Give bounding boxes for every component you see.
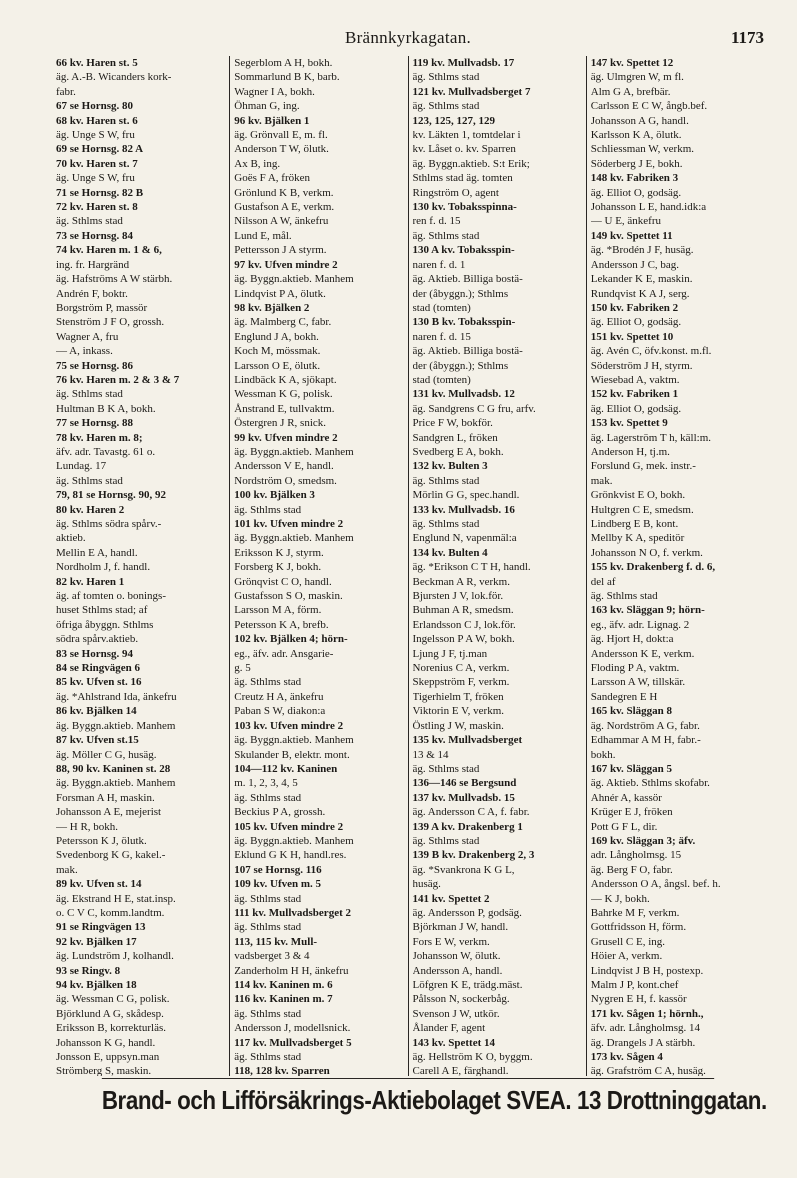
- directory-entry: äg. Byggn.aktieb. Manhem: [234, 273, 354, 286]
- directory-entry: Larsson A W, tillskär.: [590, 676, 686, 689]
- directory-entry: 153 kv. Spettet 9: [590, 417, 668, 430]
- directory-entry: 171 kv. Sågen 1; hörnh.,: [590, 1007, 704, 1020]
- directory-entry: Buhman A R, smedsm.: [412, 604, 514, 617]
- directory-entry: 109 kv. Ufven m. 5: [234, 878, 322, 891]
- directory-entry: 66 kv. Haren st. 5: [56, 57, 138, 69]
- directory-entry: 77 se Hornsg. 88: [56, 417, 133, 430]
- directory-entry: Nygren E H, f. kassör: [590, 993, 687, 1006]
- directory-entry: 74 kv. Haren m. 1 & 6,: [56, 244, 162, 257]
- directory-entry: 143 kv. Spettet 14: [412, 1036, 495, 1049]
- directory-entry: kv. Låset o. kv. Sparren: [412, 143, 516, 156]
- directory-entry: äg. Hafströms A W stärbh.: [56, 273, 173, 286]
- directory-entry: äg. Malmberg C, fabr.: [234, 316, 332, 329]
- directory-entry: 91 se Ringvägen 13: [56, 921, 146, 934]
- directory-entry: Andersson V E, handl.: [234, 460, 334, 473]
- directory-entry: 71 se Hornsg. 82 B: [56, 186, 144, 199]
- directory-entry: Andersson A, handl.: [412, 964, 503, 977]
- directory-entry: m. 1, 2, 3, 4, 5: [234, 777, 298, 790]
- directory-entry: 78 kv. Haren m. 8;: [56, 431, 143, 444]
- directory-entry: — K J, bokh.: [590, 892, 650, 905]
- directory-entry: 96 kv. Bjälken 1: [234, 114, 310, 127]
- directory-entry: 117 kv. Mullvadsberget 5: [234, 1036, 352, 1049]
- directory-entry: 13 & 14: [412, 748, 449, 761]
- directory-entry: äg. Sthlms stad: [412, 762, 480, 775]
- directory-entry: Johansson L E, hand.idk:a: [590, 201, 707, 214]
- directory-entry: äg. A.-B. Wicanders kork-: [56, 71, 172, 84]
- directory-entry: Mellin E A, handl.: [56, 546, 138, 559]
- directory-entry: Johansson A E, mejerist: [56, 806, 162, 819]
- directory-entry: Karlsson K A, ölutk.: [590, 129, 682, 142]
- directory-entry: äg. Sthlms stad: [234, 1007, 302, 1020]
- directory-entry: eg., äfv. adr. Lignag. 2: [590, 618, 690, 631]
- directory-entry: mak.: [56, 863, 78, 876]
- directory-entry: Skeppström F, verkm.: [412, 676, 510, 689]
- directory-entry: äg. Elliot O, godsäg.: [590, 316, 682, 329]
- directory-entry: Grönkvist E O, bokh.: [590, 489, 686, 502]
- directory-entry: öfriga åbyggn. Sthlms: [56, 618, 154, 631]
- directory-entry: äg. Lundström J, kolhandl.: [56, 950, 174, 963]
- directory-entry: äg. Byggn.aktieb. Manhem: [234, 445, 354, 458]
- directory-entry: Lekander K E, maskin.: [590, 273, 693, 286]
- directory-entry: Lundag. 17: [56, 460, 107, 473]
- directory-entry: 155 kv. Drakenberg f. d. 6,: [590, 561, 716, 574]
- directory-entry: 173 kv. Sågen 4: [590, 1051, 663, 1064]
- directory-entry: äg. Sandgrens C G fru, arfv.: [412, 402, 536, 415]
- directory-entry: Löfgren K E, trädg.mäst.: [412, 979, 523, 991]
- page-header: [52, 18, 764, 52]
- directory-entry: Sandgren L, fröken: [412, 431, 498, 444]
- directory-entry: aktieb.: [56, 532, 86, 545]
- directory-entry: Beckius P A, grossh.: [234, 806, 326, 819]
- directory-entry: 100 kv. Bjälken 3: [234, 489, 315, 502]
- directory-entry: äg. Möller C G, husäg.: [56, 748, 157, 761]
- directory-entry: 75 se Hornsg. 86: [56, 359, 133, 372]
- directory-entry: 94 kv. Bjälken 18: [56, 979, 137, 991]
- directory-entry: Grönqvist C O, handl.: [234, 575, 332, 588]
- directory-entry: äg. Ulmgren W, m fl.: [590, 71, 684, 84]
- directory-entry: 103 kv. Ufven mindre 2: [234, 719, 344, 732]
- directory-entry: 72 kv. Haren st. 8: [56, 201, 138, 214]
- directory-entry: äg. af tomten o. bonings-: [56, 590, 166, 603]
- directory-entry: Alm G A, brefbär.: [590, 85, 671, 98]
- directory-entry: Price F W, bokför.: [412, 417, 493, 430]
- directory-entry: Svenson J W, utkör.: [412, 1007, 500, 1020]
- directory-entry: Tigerhielm T, fröken: [412, 690, 504, 703]
- directory-entry: 114 kv. Kaninen m. 6: [234, 979, 333, 991]
- directory-entry: äg. Drangels J A stärbh.: [590, 1036, 696, 1049]
- directory-entry: 70 kv. Haren st. 7: [56, 157, 138, 170]
- directory-entry: Mellby K A, speditör: [590, 532, 685, 545]
- directory-entry: Nordholm J, f. handl.: [56, 561, 151, 574]
- directory-entry: 111 kv. Mullvadsberget 2: [234, 906, 351, 919]
- directory-entry: Nilsson A W, änkefru: [234, 215, 329, 228]
- directory-entry: äg. Nordström A G, fabr.: [590, 719, 700, 732]
- directory-entry: Strömberg S, maskin.: [56, 1065, 152, 1076]
- directory-entry: äg. Byggn.aktieb. Manhem: [56, 777, 176, 790]
- directory-entry: Creutz H A, änkefru: [234, 690, 324, 703]
- directory-entry: 98 kv. Bjälken 2: [234, 301, 310, 314]
- directory-entry: Carell A E, färghandl.: [412, 1065, 509, 1076]
- directory-entry: äg. Ekstrand H E, stat.insp.: [56, 892, 176, 905]
- directory-entry: äg. Sthlms stad: [412, 229, 480, 242]
- directory-entry: Bahrke M F, verkm.: [590, 906, 680, 919]
- directory-entry: äg. Byggn.aktieb. Manhem: [56, 719, 176, 732]
- directory-entry: Ringström O, agent: [412, 186, 499, 199]
- directory-entry: 135 kv. Mullvadsberget: [412, 734, 523, 747]
- directory-entry: äg. Unge S W, fru: [56, 129, 135, 142]
- directory-entry: äg. Sthlms stad: [234, 892, 302, 905]
- directory-entry: bokh.: [590, 748, 616, 761]
- directory-entry: 116 kv. Kaninen m. 7: [234, 993, 333, 1006]
- directory-entry: Ålander F, agent: [412, 1022, 486, 1035]
- directory-entry: 169 kv. Släggan 3; äfv.: [590, 834, 696, 847]
- directory-entry: äg. Grafström C A, husäg.: [590, 1065, 706, 1076]
- directory-entry: 113, 115 kv. Mull-: [234, 935, 318, 948]
- directory-entry: 137 kv. Mullvadsb. 15: [412, 791, 515, 804]
- directory-entry: Anderson H, tj.m.: [590, 445, 670, 458]
- directory-entry: äfv. adr. Tavastg. 61 o.: [56, 445, 156, 458]
- directory-page: [52, 18, 767, 1158]
- directory-entry: 107 se Hornsg. 116: [234, 863, 322, 876]
- directory-entry: 118, 128 kv. Sparren: [234, 1065, 330, 1076]
- directory-entry: 150 kv. Fabriken 2: [590, 301, 679, 314]
- directory-entry: Stenström J F O, grossh.: [56, 316, 165, 329]
- directory-entry: Zanderholm H H, änkefru: [234, 964, 349, 977]
- directory-entry: 88, 90 kv. Kaninen st. 28: [56, 762, 171, 775]
- directory-entry: 84 se Ringvägen 6: [56, 662, 141, 675]
- directory-entry: 136—146 se Bergsund: [412, 777, 517, 790]
- directory-entry: äg. Grönvall E, m. fl.: [234, 129, 328, 142]
- directory-entry: Eklund G K H, handl.res.: [234, 849, 347, 862]
- directory-entry: Gustafsson S O, maskin.: [234, 590, 343, 603]
- directory-entry: Krüger E J, fröken: [590, 806, 673, 819]
- directory-entry: 80 kv. Haren 2: [56, 503, 125, 516]
- directory-entry: 130 A kv. Tobaksspin-: [412, 244, 515, 257]
- directory-entry: Johansson K G, handl.: [56, 1036, 156, 1049]
- directory-entry: äg. Unge S W, fru: [56, 172, 135, 185]
- directory-entry: äg. Sthlms stad: [412, 834, 480, 847]
- directory-entry: äg. Sthlms stad: [56, 388, 123, 401]
- directory-entry: äg. *Erikson C T H, handl.: [412, 561, 531, 574]
- directory-entry: Johansson N O, f. verkm.: [590, 546, 703, 559]
- directory-entry: 97 kv. Ufven mindre 2: [234, 258, 338, 271]
- directory-entry: äg. Sthlms stad: [234, 791, 302, 804]
- directory-entry: Ax B, ing.: [234, 157, 281, 170]
- directory-entry: adr. Långholmsg. 15: [590, 849, 682, 862]
- directory-entry: äg. Sthlms stad: [412, 100, 480, 113]
- directory-entry: Andersson J C, bag.: [590, 258, 680, 271]
- directory-entry: Lindbäck K A, sjökapt.: [234, 373, 337, 386]
- directory-entry: 130 kv. Tobaksspinna-: [412, 201, 517, 214]
- directory-entry: 131 kv. Mullvadsb. 12: [412, 388, 515, 401]
- column-1: [52, 56, 230, 1076]
- directory-entry: 73 se Hornsg. 84: [56, 229, 133, 242]
- directory-entry: Ahnér A, kassör: [590, 791, 662, 804]
- directory-entry: Öhman G, ing.: [234, 100, 300, 113]
- directory-entry: 123, 125, 127, 129: [412, 114, 495, 127]
- directory-entry: Viktorin E V, verkm.: [412, 705, 505, 718]
- directory-entry: g. 5: [234, 662, 251, 675]
- directory-entry: kv. Läkten 1, tomtdelar i: [412, 129, 521, 142]
- directory-entry: 139 B kv. Drakenberg 2, 3: [412, 849, 535, 862]
- directory-entry: äg. Sthlms stad: [590, 590, 658, 603]
- directory-entry: 82 kv. Haren 1: [56, 575, 125, 588]
- directory-entry: Malm J P, kont.chef: [590, 979, 679, 991]
- directory-entry: huset Sthlms stad; af: [56, 604, 148, 617]
- directory-entry: Eriksson K J, styrm.: [234, 546, 324, 559]
- directory-entry: 165 kv. Släggan 8: [590, 705, 673, 718]
- directory-entry: äg. Lagerström T h, käll:m.: [590, 431, 712, 444]
- directory-entry: äg. Hjort H, dokt:a: [590, 633, 674, 646]
- directory-entry: äg. Aktieb. Billiga bostä-: [412, 273, 523, 286]
- directory-entry: 130 B kv. Tobaksspin-: [412, 316, 516, 329]
- directory-entry: ing. fr. Hargränd: [56, 258, 130, 271]
- directory-entry: naren f. d. 15: [412, 330, 471, 343]
- directory-entry: Floding P A, vaktm.: [590, 662, 680, 675]
- directory-entry: Wessman K G, polisk.: [234, 388, 333, 401]
- directory-entry: äg. Berg F O, fabr.: [590, 863, 673, 876]
- directory-entry: der (åbyggn.); Sthlms: [412, 287, 509, 300]
- directory-entry: 93 se Ringv. 8: [56, 964, 121, 977]
- directory-entry: Andersson O A, ångsl. bef. h.: [590, 878, 721, 891]
- directory-entry: Wagner I A, bokh.: [234, 85, 315, 98]
- directory-entry: äg. Sthlms stad: [412, 518, 480, 530]
- directory-entry: Nordström O, smedsm.: [234, 474, 337, 487]
- directory-entry: 163 kv. Släggan 9; hörn-: [590, 604, 705, 617]
- column-4: [587, 56, 764, 1076]
- directory-entry: Petersson K A, brefb.: [234, 618, 329, 631]
- directory-entry: Anderson T W, ölutk.: [234, 143, 329, 156]
- directory-entry: Hultman B K A, bokh.: [56, 402, 156, 415]
- directory-entry: äg. Sthlms södra spårv.-: [56, 518, 162, 530]
- directory-entry: Fors E W, verkm.: [412, 935, 490, 948]
- directory-entry: 141 kv. Spettet 2: [412, 892, 490, 905]
- directory-entry: 132 kv. Bulten 3: [412, 460, 488, 473]
- directory-entry: 67 se Hornsg. 80: [56, 100, 133, 113]
- directory-entry: Söderberg J E, bokh.: [590, 157, 683, 170]
- directory-entry: Norenius C A, verkm.: [412, 662, 510, 675]
- directory-entry: äg. Byggn.aktieb. S:t Erik;: [412, 157, 530, 170]
- directory-entry: Englund N, vapenmäl:a: [412, 532, 517, 545]
- directory-entry: 139 A kv. Drakenberg 1: [412, 820, 523, 833]
- directory-entry: äg. Sthlms stad: [412, 474, 480, 487]
- directory-entry: äg. Sthlms stad: [56, 215, 123, 228]
- directory-entry: stad (tomten): [412, 373, 471, 386]
- directory-entry: 119 kv. Mullvadsb. 17: [412, 57, 515, 69]
- directory-entry: Andersson K E, verkm.: [590, 647, 695, 660]
- directory-entry: Edhammar A M H, fabr.-: [590, 734, 701, 747]
- directory-entry: äg. Andersson C A, f. fabr.: [412, 806, 530, 819]
- directory-entry: o. C V C, komm.landtm.: [56, 906, 165, 919]
- directory-entry: 83 se Hornsg. 94: [56, 647, 133, 660]
- directory-entry: äg. Sthlms stad: [234, 921, 302, 934]
- directory-entry: husäg.: [412, 878, 441, 891]
- directory-entry: Mörlin G G, spec.handl.: [412, 489, 520, 502]
- directory-entry: del af: [590, 575, 616, 588]
- directory-entry: Svedberg E A, bokh.: [412, 445, 504, 458]
- directory-entry: ren f. d. 15: [412, 215, 461, 228]
- directory-entry: äg. Wessman C G, polisk.: [56, 993, 170, 1006]
- directory-entry: Hultgren C E, smedsm.: [590, 503, 694, 516]
- directory-entry: äfv. adr. Långholmsg. 14: [590, 1022, 701, 1035]
- directory-entry: der (åbyggn.); Sthlms: [412, 359, 509, 372]
- directory-entry: äg. Sthlms stad: [234, 1051, 302, 1064]
- directory-entry: Björkman J W, handl.: [412, 921, 509, 934]
- directory-entry: 149 kv. Spettet 11: [590, 229, 673, 242]
- directory-entry: Wiesebad A, vaktm.: [590, 373, 680, 386]
- directory-entry: äg. Hellström K O, byggm.: [412, 1051, 533, 1064]
- directory-entry: Höier A, verkm.: [590, 950, 663, 963]
- directory-entry: stad (tomten): [412, 301, 471, 314]
- directory-entry: äg. Sthlms stad: [412, 71, 480, 84]
- directory-entry: Wagner A, fru: [56, 330, 119, 343]
- directory-entry: Andrén F, boktr.: [56, 287, 128, 300]
- directory-columns: [52, 56, 764, 1076]
- directory-entry: Söderström J H, styrm.: [590, 359, 693, 372]
- directory-entry: södra spårv.aktieb.: [56, 633, 139, 646]
- street-title: Brännkyrkagatan.: [344, 28, 472, 47]
- directory-entry: Pott G F L, dir.: [590, 820, 658, 833]
- directory-entry: äg. *Svankrona K G L,: [412, 863, 515, 876]
- directory-entry: Jonsson E, uppsyn.man: [56, 1051, 160, 1064]
- directory-entry: Goës F A, fröken: [234, 172, 311, 185]
- directory-entry: Forsberg K J, bokh.: [234, 561, 322, 574]
- directory-entry: 102 kv. Bjälken 4; hörn-: [234, 633, 348, 646]
- directory-entry: mak.: [590, 474, 613, 487]
- directory-entry: 167 kv. Släggan 5: [590, 762, 673, 775]
- directory-entry: äg. Byggn.aktieb. Manhem: [234, 532, 354, 545]
- column-2: [230, 56, 408, 1076]
- directory-entry: Lund E, mål.: [234, 229, 292, 242]
- directory-entry: 148 kv. Fabriken 3: [590, 172, 679, 185]
- directory-entry: äg. Byggn.aktieb. Manhem: [234, 834, 354, 847]
- directory-entry: Grusell C E, ing.: [590, 935, 665, 948]
- directory-entry: 68 kv. Haren st. 6: [56, 114, 138, 127]
- directory-entry: 151 kv. Spettet 10: [590, 330, 674, 343]
- directory-entry: vadsberget 3 & 4: [234, 950, 310, 963]
- directory-entry: äg. Aktieb. Sthlms skofabr.: [590, 777, 710, 790]
- directory-entry: Forsman A H, maskin.: [56, 791, 155, 804]
- directory-entry: 101 kv. Ufven mindre 2: [234, 518, 344, 530]
- directory-entry: Gottfridsson H, förm.: [590, 921, 687, 934]
- directory-entry: Ånstrand E, tullvaktm.: [234, 402, 335, 415]
- directory-entry: Carlsson E C W, ångb.bef.: [590, 100, 708, 113]
- column-3: [409, 56, 587, 1076]
- directory-entry: 104—112 kv. Kaninen: [234, 762, 338, 775]
- directory-entry: Forslund G, mek. instr.-: [590, 460, 696, 473]
- directory-entry: 147 kv. Spettet 12: [590, 57, 674, 69]
- directory-entry: 85 kv. Ufven st. 16: [56, 676, 142, 689]
- directory-entry: Lindqvist P A, ölutk.: [234, 287, 326, 300]
- directory-entry: 152 kv. Fabriken 1: [590, 388, 679, 401]
- directory-entry: Sandegren E H: [590, 690, 658, 703]
- directory-entry: Pålsson N, sockerbåg.: [412, 993, 510, 1006]
- directory-entry: äg. Byggn.aktieb. Manhem: [234, 734, 354, 747]
- directory-entry: 69 se Hornsg. 82 A: [56, 143, 144, 156]
- directory-entry: 76 kv. Haren m. 2 & 3 & 7: [56, 373, 180, 386]
- directory-entry: 121 kv. Mullvadsberget 7: [412, 85, 531, 98]
- directory-entry: 87 kv. Ufven st.15: [56, 734, 139, 747]
- directory-entry: Beckman A R, verkm.: [412, 575, 510, 588]
- directory-entry: 99 kv. Ufven mindre 2: [234, 431, 338, 444]
- directory-entry: Sommarlund B K, barb.: [234, 71, 340, 84]
- directory-entry: Segerblom A H, bokh.: [234, 57, 333, 69]
- directory-entry: äg. Sthlms stad: [56, 474, 123, 487]
- directory-entry: Rundqvist K A J, serg.: [590, 287, 690, 300]
- page-number: 1173: [730, 28, 764, 47]
- directory-entry: Lindqvist J B H, postexp.: [590, 964, 704, 977]
- directory-entry: äg. Andersson P, godsäg.: [412, 906, 522, 919]
- directory-entry: Björklund A G, skådesp.: [56, 1007, 164, 1020]
- directory-entry: Sthlms stad äg. tomten: [412, 172, 513, 185]
- directory-entry: Borgström P, massör: [56, 301, 148, 314]
- directory-entry: Ljung J F, tj.man: [412, 647, 488, 660]
- directory-entry: äg. *Ahlstrand Ida, änkefru: [56, 690, 177, 703]
- directory-entry: Koch M, mössmak.: [234, 345, 321, 358]
- directory-entry: fabr.: [56, 85, 76, 98]
- directory-entry: 133 kv. Mullvadsb. 16: [412, 503, 515, 516]
- directory-entry: Schliessman W, verkm.: [590, 143, 695, 156]
- directory-entry: Skulander B, elektr. mont.: [234, 748, 350, 761]
- directory-entry: äg. Sthlms stad: [234, 503, 302, 516]
- directory-entry: Paban S W, diakon:a: [234, 705, 326, 718]
- directory-entry: Östling J W, maskin.: [412, 719, 504, 732]
- directory-entry: Johansson W, ölutk.: [412, 950, 501, 963]
- directory-entry: 89 kv. Ufven st. 14: [56, 878, 142, 891]
- directory-entry: Östergren J R, snick.: [234, 417, 327, 430]
- advertisement-banner: Brand- och Lifförsäkrings-Aktiebolaget SVEA. 13 Drottninggatan.: [102, 1078, 714, 1116]
- directory-entry: äg. Elliot O, godsäg.: [590, 186, 682, 199]
- directory-entry: eg., äfv. adr. Ansgarie-: [234, 647, 334, 660]
- directory-entry: Petersson K J, ölutk.: [56, 834, 147, 847]
- directory-entry: Lindberg E B, kont.: [590, 518, 679, 530]
- directory-entry: Ingelsson P A W, bokh.: [412, 633, 515, 646]
- directory-entry: Gustafson A E, verkm.: [234, 201, 335, 214]
- directory-entry: äg. *Brodén J F, husäg.: [590, 244, 694, 257]
- directory-entry: Johansson A G, handl.: [590, 114, 689, 127]
- directory-entry: naren f. d. 1: [412, 258, 466, 271]
- directory-entry: äg. Elliot O, godsäg.: [590, 402, 682, 415]
- directory-entry: — A, inkass.: [56, 345, 113, 358]
- directory-entry: Larsson O E, ölutk.: [234, 359, 321, 372]
- directory-entry: Bjursten J V, lok.för.: [412, 590, 504, 603]
- directory-entry: — H R, bokh.: [56, 820, 119, 833]
- directory-entry: Andersson J, modellsnick.: [234, 1022, 351, 1035]
- directory-entry: Larsson M A, förm.: [234, 604, 322, 617]
- directory-entry: 134 kv. Bulten 4: [412, 546, 488, 559]
- directory-entry: 92 kv. Bjälken 17: [56, 935, 137, 948]
- directory-entry: Svedenborg K G, kakel.-: [56, 849, 166, 862]
- directory-entry: — U E, änkefru: [590, 215, 662, 228]
- directory-entry: 79, 81 se Hornsg. 90, 92: [56, 489, 166, 502]
- directory-entry: äg. Sthlms stad: [234, 676, 302, 689]
- directory-entry: 105 kv. Ufven mindre 2: [234, 820, 344, 833]
- directory-entry: Grönlund K B, verkm.: [234, 186, 334, 199]
- directory-entry: äg. Aktieb. Billiga bostä-: [412, 345, 523, 358]
- directory-entry: Erlandsson C J, lok.för.: [412, 618, 516, 631]
- directory-entry: 86 kv. Bjälken 14: [56, 705, 137, 718]
- directory-entry: äg. Avén C, öfv.konst. m.fl.: [590, 345, 712, 358]
- directory-entry: Eriksson B, korrekturläs.: [56, 1022, 166, 1035]
- directory-entry: Englund J A, bokh.: [234, 330, 319, 343]
- directory-entry: Pettersson J A styrm.: [234, 244, 327, 257]
